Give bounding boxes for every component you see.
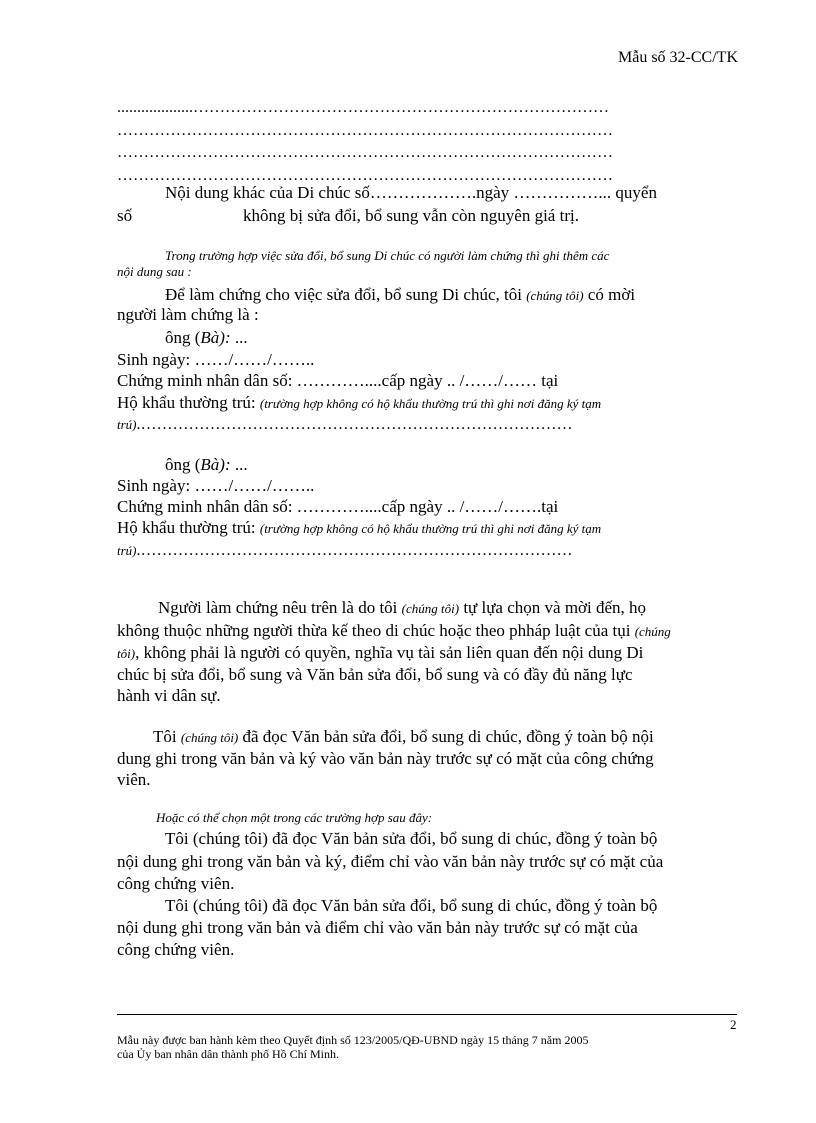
- witness-statement-l1: Người làm chứng nêu trên là do tôi (chúng tôi) tự lựa chọn và mời đến, họ: [158, 598, 647, 617]
- alternative-2-l1: Tôi (chúng tôi) đã đọc Văn bản sửa đổi, bổ sung di chúc, đồng ý toàn bộ: [165, 896, 658, 915]
- witness-2-residence-line2: trú).………………………………………………………………………: [117, 542, 573, 559]
- other-content-so: số: [117, 206, 133, 225]
- page-number: 2: [730, 1017, 737, 1032]
- witness-2-id: Chứng minh nhân dân số: …………....cấp ngày .. /……/…….tại: [117, 497, 559, 516]
- witness-statement-l4: chúc bị sửa đổi, bổ sung và Văn bản sửa đổi, bổ sung và có đầy đủ năng lực: [117, 665, 633, 684]
- alternative-2-l2: nội dung ghi trong văn bản và điểm chỉ vào văn bản này trước sự có mặt của: [117, 918, 638, 937]
- dotted-line: ...................……………………………………………………………………: [117, 99, 609, 116]
- witness-statement-l3: tôi), không phải là người có quyền, nghĩa vụ tài sản liên quan đến nội dung Di: [117, 643, 644, 662]
- witness-statement-l5: hành vi dân sự.: [117, 686, 221, 705]
- witness-1-residence-line2: trú).………………………………………………………………………: [117, 416, 573, 433]
- witness-2-dob: Sinh ngày: ……/……/……..: [117, 476, 315, 495]
- witness-statement-l2: không thuộc những người thừa kế theo di chúc hoặc theo phháp luật của tụi (chúng: [117, 621, 671, 640]
- witness-note-line2: nội dung sau :: [117, 264, 192, 279]
- footer-rule: [117, 1014, 737, 1015]
- dotted-line: …………………………………………………………………………………: [117, 122, 613, 139]
- witness-1-name: ông (Bà): ...: [165, 328, 248, 347]
- alternative-1-l3: công chứng viên.: [117, 874, 235, 893]
- dotted-line: …………………………………………………………………………………: [117, 167, 613, 184]
- footer-line1: Mẫu này được ban hành kèm theo Quyết định số 123/2005/QĐ-UBND ngày 15 tháng 7 năm 2005: [117, 1033, 589, 1047]
- other-content-line2: không bị sửa đổi, bổ sung vẫn còn nguyên giá trị.: [243, 206, 579, 225]
- witness-intro-line2: người làm chứng là :: [117, 305, 259, 324]
- alternative-1-l2: nội dung ghi trong văn bản và ký, điểm chỉ vào văn bản này trước sự có mặt của: [117, 852, 664, 871]
- alternative-1-l1: Tôi (chúng tôi) đã đọc Văn bản sửa đổi, bổ sung di chúc, đồng ý toàn bộ: [165, 829, 658, 848]
- witness-note-line1: Trong trường hợp việc sửa đổi, bổ sung Di chúc có người làm chứng thì ghi thêm các: [165, 248, 610, 263]
- witness-2-name: ông (Bà): ...: [165, 455, 248, 474]
- alternative-2-l3: công chứng viên.: [117, 940, 235, 959]
- witness-1-residence: Hộ khẩu thường trú: (trường hợp không có hộ khẩu thường trú thì ghi nơi đăng ký tạm: [117, 393, 602, 412]
- read-statement-l2: dung ghi trong văn bản và ký vào văn bản này trước sự có mặt của công chứng: [117, 749, 654, 768]
- witness-intro-line1: Để làm chứng cho việc sửa đổi, bổ sung Di chúc, tôi (chúng tôi) có mời: [165, 285, 636, 304]
- footer-line2: của Ủy ban nhân dân thành phố Hồ Chí Minh.: [117, 1047, 339, 1061]
- dotted-line: …………………………………………………………………………………: [117, 144, 613, 161]
- witness-1-id: Chứng minh nhân dân số: …………....cấp ngày .. /……/…… tại: [117, 371, 559, 390]
- read-statement-l1: Tôi (chúng tôi) đã đọc Văn bản sửa đổi, bổ sung di chúc, đồng ý toàn bộ nội: [153, 727, 654, 746]
- witness-1-dob: Sinh ngày: ……/……/……..: [117, 350, 315, 369]
- witness-2-residence: Hộ khẩu thường trú: (trường hợp không có hộ khẩu thường trú thì ghi nơi đăng ký tạm: [117, 518, 602, 537]
- form-code: Mẫu số 32-CC/TK: [618, 49, 738, 66]
- read-statement-l3: viên.: [117, 770, 151, 789]
- alternatives-heading: Hoặc có thể chọn một trong các trường hợp sau đây:: [156, 810, 433, 825]
- other-content-line1: Nội dung khác của Di chúc số……………….ngày ……………... quyển: [165, 183, 657, 202]
